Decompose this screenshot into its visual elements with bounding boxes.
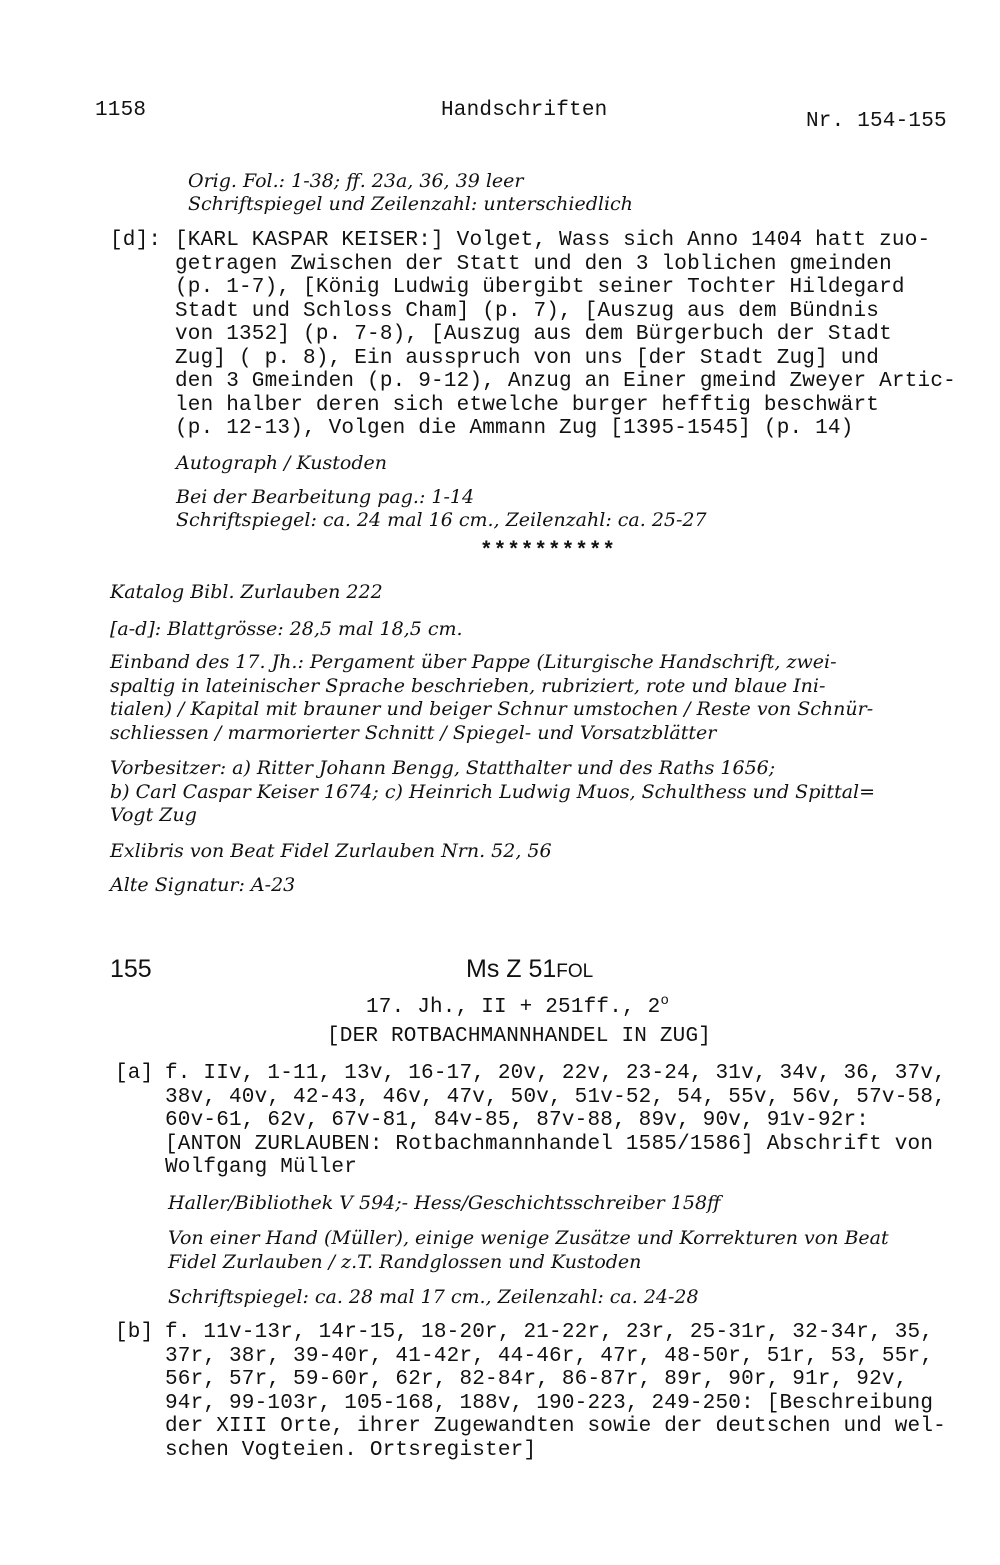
separator-stars: ********** [480,540,617,563]
katalog-note: Katalog Bibl. Zurlauben 222 [110,581,383,603]
alte-signatur-note: Alte Signatur: A-23 [110,874,296,896]
part-b-label: [b] [115,1321,154,1344]
text-line: Zug] ( p. 8), Ein ausspruch von uns [der Stadt Zug] und [175,346,880,370]
text-line: 38v, 40v, 42-43, 46v, 47v, 50v, 51v-52, 54, 55v, 56v, 57v-58, [165,1085,946,1109]
text-line: Vogt Zug [110,804,197,826]
text-line: Einband des 17. Jh.: Pergament über Pappe (Liturgische Handschrift, zwei- [110,651,837,673]
text-line: spaltig in lateinischer Sprache beschrieben, rubriziert, rote und blaue Ini- [110,674,826,697]
text-line: [KARL KASPAR KEISER:] Volget, Wass sich Anno 1404 hatt zuo- [175,229,931,252]
schriftspiegel-a: Schriftspiegel: ca. 28 mal 17 cm., Zeilenzahl: ca. 24-28 [168,1286,699,1308]
vorbesitzer-paragraph [110,757,875,828]
text-line: der XIII Orte, ihrer Zugewandten sowie der deutschen und wel- [165,1415,946,1438]
schriftspiegel-note: Schriftspiegel und Zeilenzahl: unterschiedlich [188,193,633,215]
shelfmark-suffix: FOL [556,961,594,982]
part-a-label: [a] [115,1062,154,1085]
text-line: von 1352] (p. 7-8), [Auszug aus dem Bürgerbuch der Stadt [175,323,892,346]
pagination-note: Bei der Bearbeitung pag.: 1-14 [176,486,475,508]
running-title: Handschriften [441,99,608,122]
text-line: tialen) / Kapital mit brauner und beiger Schnur umstochen / Reste von Schnür- [110,698,874,720]
text-line: schen Vogteien. Ortsregister] [165,1438,537,1462]
text-line: (p. 1-7), [König Ludwig übergibt seiner Tochter Hildegard [175,276,905,299]
text-line: f. 11v-13r, 14r-15, 18-20r, 21-22r, 23r, 25-31r, 32-34r, 35, [165,1321,934,1344]
text-line: Stadt und Schloss Cham] (p. 7), [Auszug aus dem Bündnis [175,299,880,323]
text-line: 56r, 57r, 59-60r, 62r, 82-84r, 86-87r, 89r, 90r, 91r, 92v, [165,1368,908,1391]
literature-note: Haller/Bibliothek V 594;- Hess/Geschichtsschreiber 158ff [168,1192,721,1214]
manuscript-title: [DER ROTBACHMANNHANDEL IN ZUG] [327,1025,712,1048]
part-a-text [165,1062,946,1180]
text-line: Von einer Hand (Müller), einige wenige Zusätze und Korrekturen von Beat [168,1227,889,1249]
shelfmark [466,955,593,984]
physical-description [366,990,669,1020]
page-number: 1158 [95,99,147,122]
blattgroesse-note: [a-d]: Blattgrösse: 28,5 mal 18,5 cm. [110,618,463,640]
part-d-text [175,229,956,441]
part-d-label: [d]: [110,229,162,252]
text-line: den 3 Gmeinden (p. 9-12), Anzug an Einer gmeind Zweyer Artic- [175,370,956,393]
text-line: schliessen / marmorierter Schnitt / Spiegel- und Vorsatzblätter [110,721,717,744]
text-line: f. IIv, 1-11, 13v, 16-17, 20v, 22v, 23-24, 31v, 34v, 36, 37v, [165,1062,946,1085]
exlibris-note: Exlibris von Beat Fidel Zurlauben Nrn. 52, 56 [110,840,552,862]
text-line: getragen Zwischen der Statt und den 3 loblichen gmeinden [175,252,892,276]
format-superscript: o [660,993,670,1009]
text-line: len halber deren sich etwelche burger hefftig beschwärt [175,393,880,417]
einband-paragraph [110,651,873,745]
text-line: [ANTON ZURLAUBEN: Rotbachmannhandel 1585/1586] Abschrift von [165,1132,934,1156]
text-line: (p. 12-13), Volgen die Ammann Zug [1395-1545] (p. 14) [175,417,854,440]
text-line: b) Carl Caspar Keiser 1674; c) Heinrich Ludwig Muos, Schulthess und Spittal= [110,780,876,803]
autograph-note: Autograph / Kustoden [176,452,387,474]
shelfmark-main: Ms Z 51 [466,955,557,983]
hand-note [168,1227,889,1274]
part-b-text [165,1321,946,1462]
text-line: 60v-61, 62v, 67v-81, 84v-85, 87v-88, 89v, 90v, 91v-92r: [165,1109,870,1132]
entry-range: Nr. 154-155 [806,110,947,133]
entry-number: 155 [110,955,152,983]
text-line: 94r, 99-103r, 105-168, 188v, 190-223, 249-250: [Beschreibung [165,1391,934,1415]
description-text: 17. Jh., II + 251ff., 2 [366,996,661,1019]
text-line: Fidel Zurlauben / z.T. Randglossen und Kustoden [168,1250,642,1273]
text-line: 37r, 38r, 39-40r, 41-42r, 44-46r, 47r, 48-50r, 51r, 53, 55r, [165,1344,934,1368]
orig-fol-note: Orig. Fol.: 1-38; ff. 23a, 36, 39 leer [188,170,524,192]
text-line: Wolfgang Müller [165,1156,358,1179]
schriftspiegel-d: Schriftspiegel: ca. 24 mal 16 cm., Zeilenzahl: ca. 25-27 [176,509,707,531]
text-line: Vorbesitzer: a) Ritter Johann Bengg, Statthalter und des Raths 1656; [110,757,776,779]
